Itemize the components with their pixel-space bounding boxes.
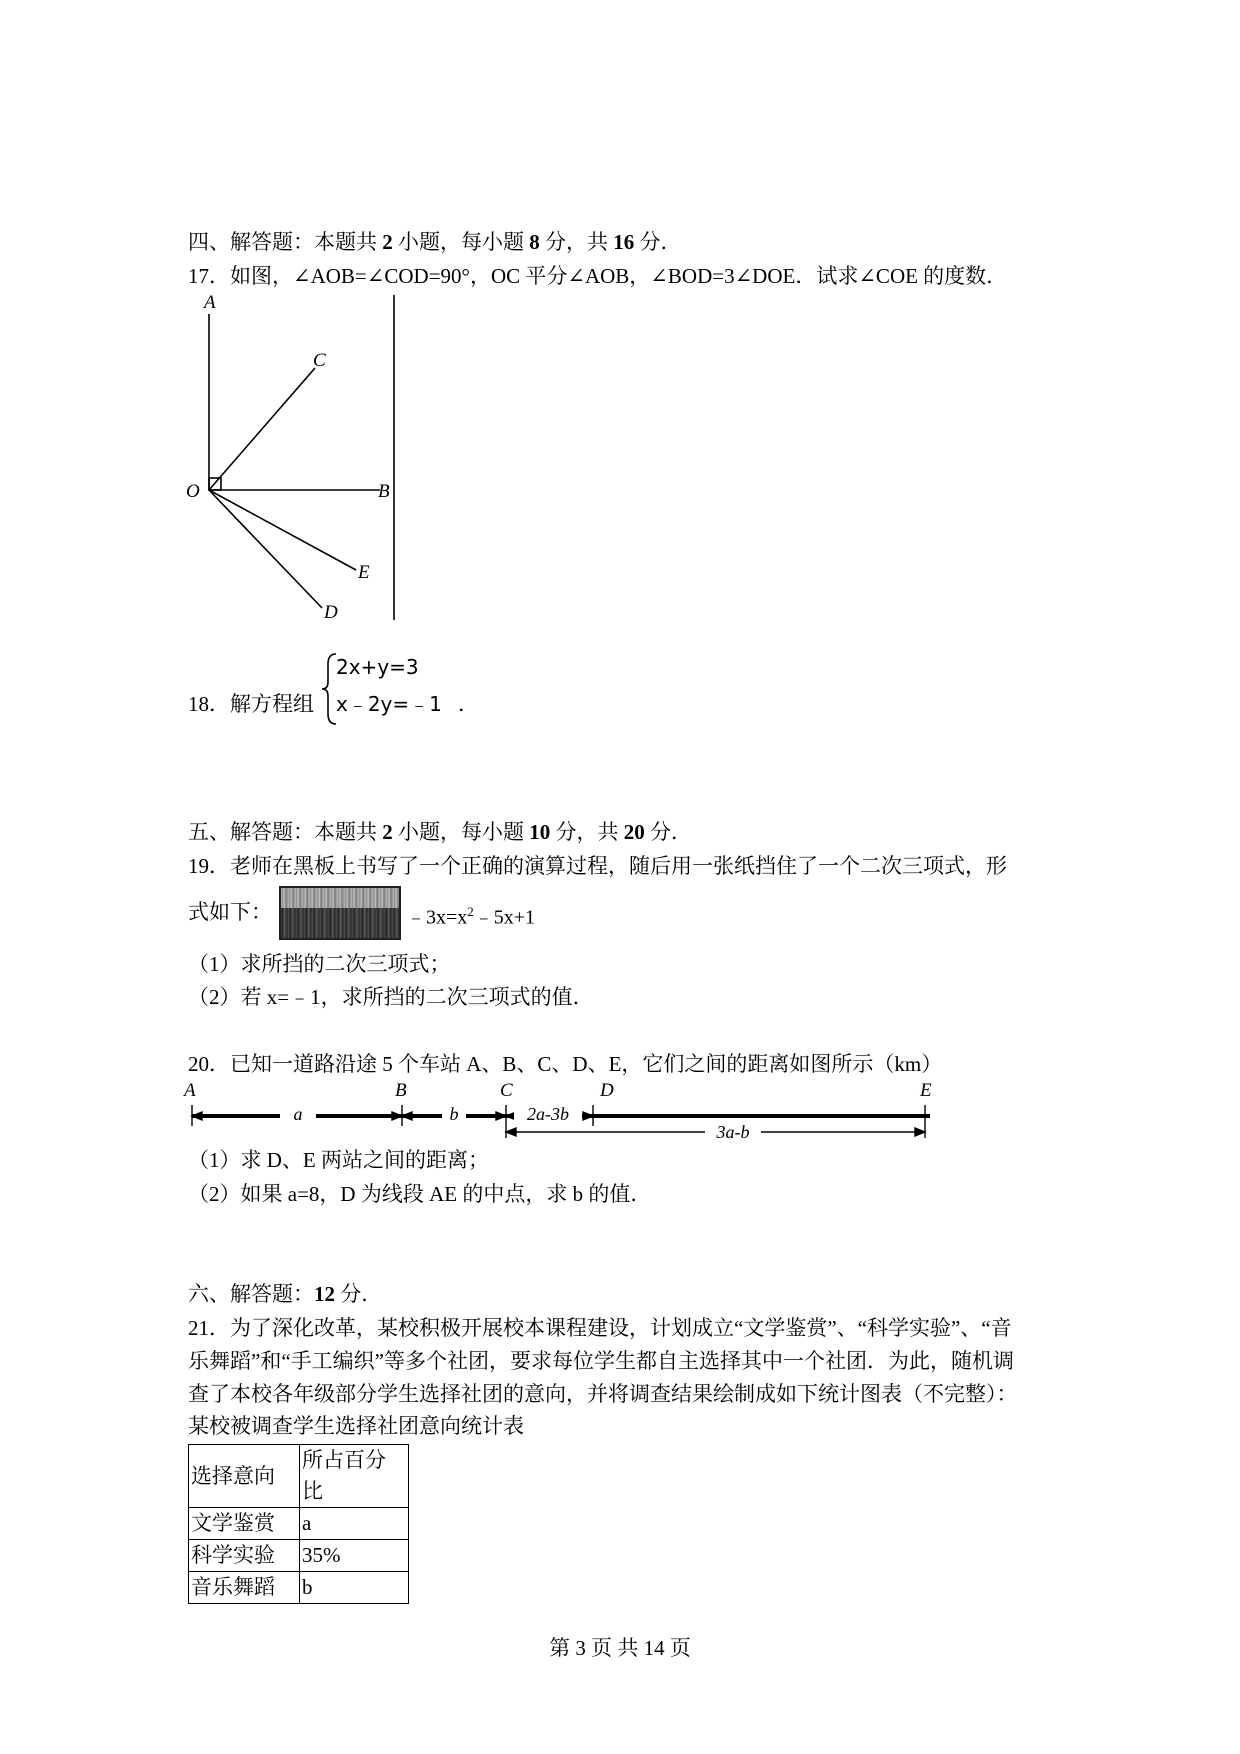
station-e: E [920,1080,932,1101]
question-19-sub-1: （1）求所挡的二次三项式； [188,952,451,976]
table-title: 某校被调查学生选择社团意向统计表 [188,1414,524,1438]
segment-ce-label: 3a-b [716,1122,750,1142]
ray-oe [209,490,356,570]
question-20-sub-1: （1）求 D、E 两站之间的距离； [188,1148,489,1172]
table-row [189,1508,409,1540]
table-header-cell: 所占百分比 [300,1445,409,1508]
table-cell: 文学鉴赏 [189,1508,300,1540]
table-cell: 科学实验 [189,1540,300,1572]
question-20-text: 20．已知一道路沿途 5 个车站 A、B、C、D、E，它们之间的距离如图所示（km） [188,1052,943,1076]
segment-cd-label: 2a-3b [527,1104,569,1124]
station-a: A [184,1080,196,1101]
question-21-line-1: 21．为了深化改革，某校积极开展校本课程建设，计划成立“文学鉴赏”、“科学实验”、“音 [188,1316,1012,1340]
table-row [189,1572,409,1604]
angle-figure [180,290,410,630]
segment-ab-label: a [293,1104,303,1124]
table-cell: 35% [300,1540,409,1572]
ray-od [209,490,322,608]
station-c: C [500,1080,513,1101]
question-18-suffix: ． [458,692,479,716]
question-18-prefix: 18．解方程组 [188,692,314,716]
station-d: D [600,1080,614,1101]
question-19-line-2-prefix: 式如下： [188,900,272,924]
table-cell: a [300,1508,409,1540]
question-21-line-3: 查了本校各年级部分学生选择社团的意向，并将调查结果绘制成如下统计图表（不完整）： [188,1382,1018,1406]
label-a: A [204,292,216,313]
ray-oc [209,368,315,490]
page-number-footer: 第 3 页 共 14 页 [549,1636,691,1660]
question-19-line-1: 19．老师在黑板上书写了一个正确的演算过程，随后用一张纸挡住了一个二次三项式，形 [188,854,1007,878]
question-19-expression: $﹣3x=x^2﹣5x+1$ [406,904,536,929]
table-cell: b [300,1572,409,1604]
label-c: C [313,350,326,371]
section-5-heading: 五、解答题：本题共 2 小题，每小题 10 分，共 20 分． [188,820,692,844]
equation-1: 2x+y=3 [336,655,419,679]
station-b: B [395,1080,407,1101]
question-21-line-2: 乐舞蹈”和“手工编织”等多个社团，要求每位学生都自主选择其中一个社团．为此，随机调 [188,1349,1014,1373]
question-20-sub-2: （2）如果 a=8，D 为线段 AE 的中点，求 b 的值． [188,1182,652,1206]
table-header-cell: 选择意向 [189,1445,300,1508]
table-header-row [189,1445,409,1508]
label-d: D [324,602,338,623]
segment-bc-label: b [449,1104,459,1124]
question-19-sub-2: （2）若 x=﹣1，求所挡的二次三项式的值． [188,985,594,1009]
table-cell: 音乐舞蹈 [189,1572,300,1604]
label-e: E [358,562,370,583]
equation-2: x﹣2y=﹣1 [336,692,442,716]
label-o: O [186,481,200,502]
section-6-heading: 六、解答题：12 分． [188,1282,383,1306]
table-row [189,1540,409,1572]
covered-paper-image [279,886,401,940]
label-b: B [378,481,390,502]
section-4-heading: 四、解答题：本题共 2 小题，每小题 8 分，共 16 分． [188,230,682,254]
survey-table [188,1444,409,1604]
question-17-text: 17．如图，∠AOB=∠COD=90°，OC 平分∠AOB，∠BOD=3∠DOE．试求∠COE 的度数． [188,264,1008,288]
